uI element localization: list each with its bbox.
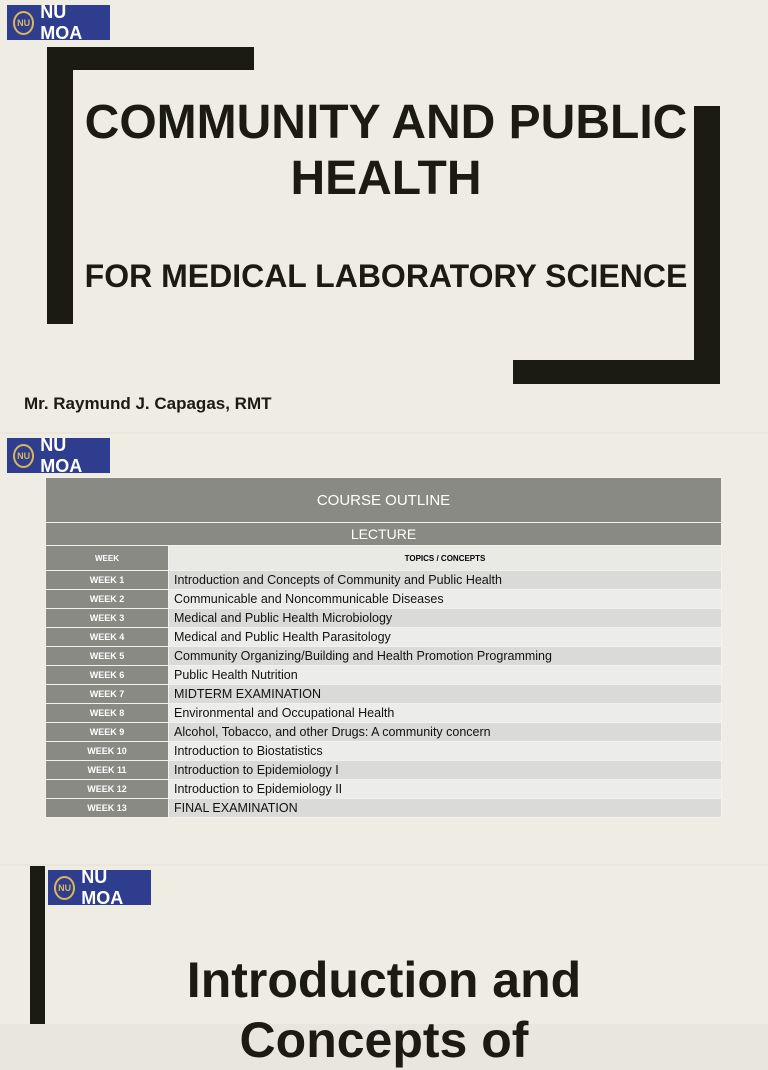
topic-cell: Environmental and Occupational Health [169, 704, 722, 723]
topic-cell: Communicable and Noncommunicable Diseases [169, 590, 722, 609]
week-cell: WEEK 2 [46, 590, 169, 609]
week-cell: WEEK 1 [46, 571, 169, 590]
table-row [46, 780, 722, 799]
bracket-top-left-horizontal [47, 47, 254, 70]
topic-cell: Introduction to Epidemiology II [169, 780, 722, 799]
week-cell: WEEK 12 [46, 780, 169, 799]
topic-cell: Public Health Nutrition [169, 666, 722, 685]
slide-course-outline [0, 434, 768, 864]
table-row [46, 628, 722, 647]
column-header-week: WEEK [46, 546, 169, 571]
course-outline-table [45, 477, 722, 818]
bracket-bottom-right-vertical [694, 106, 720, 384]
table-row [46, 590, 722, 609]
week-cell: WEEK 11 [46, 761, 169, 780]
week-cell: WEEK 6 [46, 666, 169, 685]
nu-moa-logo [48, 866, 151, 908]
topic-cell: Community Organizing/Building and Health Promotion Programming [169, 647, 722, 666]
seal-icon: NU [13, 11, 34, 35]
bracket-top-left-vertical [47, 47, 73, 324]
table-row [46, 742, 722, 761]
topic-cell: Alcohol, Tobacco, and other Drugs: A community concern [169, 723, 722, 742]
logo-text: NU MOA [40, 434, 83, 476]
accent-bar [30, 866, 45, 1024]
nu-moa-logo [7, 1, 110, 43]
week-cell: WEEK 7 [46, 685, 169, 704]
table-row [46, 704, 722, 723]
topic-cell: Introduction and Concepts of Community and Public Health [169, 571, 722, 590]
week-cell: WEEK 5 [46, 647, 169, 666]
topic-cell: Medical and Public Health Microbiology [169, 609, 722, 628]
table-row [46, 571, 722, 590]
subtitle: FOR MEDICAL LABORATORY SCIENCE [84, 258, 688, 294]
table-row [46, 723, 722, 742]
bracket-bottom-right-horizontal [513, 360, 720, 384]
week-cell: WEEK 10 [46, 742, 169, 761]
week-cell: WEEK 3 [46, 609, 169, 628]
slide-title [0, 0, 768, 432]
week-cell: WEEK 4 [46, 628, 169, 647]
table-row [46, 647, 722, 666]
table-title: COURSE OUTLINE [46, 478, 722, 523]
column-header-topics: TOPICS / CONCEPTS [169, 546, 722, 571]
table-row [46, 685, 722, 704]
table-row [46, 609, 722, 628]
section-header: LECTURE [46, 523, 722, 546]
topic-cell: MIDTERM EXAMINATION [169, 685, 722, 704]
seal-icon: NU [13, 444, 34, 468]
table-row [46, 761, 722, 780]
logo-text: NU MOA [40, 1, 83, 43]
week-cell: WEEK 13 [46, 799, 169, 818]
slide-title: Introduction and Concepts of [186, 952, 582, 1068]
topic-cell: Introduction to Biostatistics [169, 742, 722, 761]
main-title: COMMUNITY AND PUBLIC HEALTH [84, 96, 688, 205]
table-row [46, 666, 722, 685]
table-row [46, 799, 722, 818]
topic-cell: FINAL EXAMINATION [169, 799, 722, 818]
topic-cell: Medical and Public Health Parasitology [169, 628, 722, 647]
seal-icon: NU [54, 876, 75, 900]
week-cell: WEEK 9 [46, 723, 169, 742]
topic-cell: Introduction to Epidemiology I [169, 761, 722, 780]
logo-text: NU MOA [81, 866, 124, 908]
nu-moa-logo [7, 434, 110, 476]
author: Mr. Raymund J. Capagas, RMT [24, 394, 272, 413]
week-cell: WEEK 8 [46, 704, 169, 723]
slide-introduction [0, 866, 768, 1068]
